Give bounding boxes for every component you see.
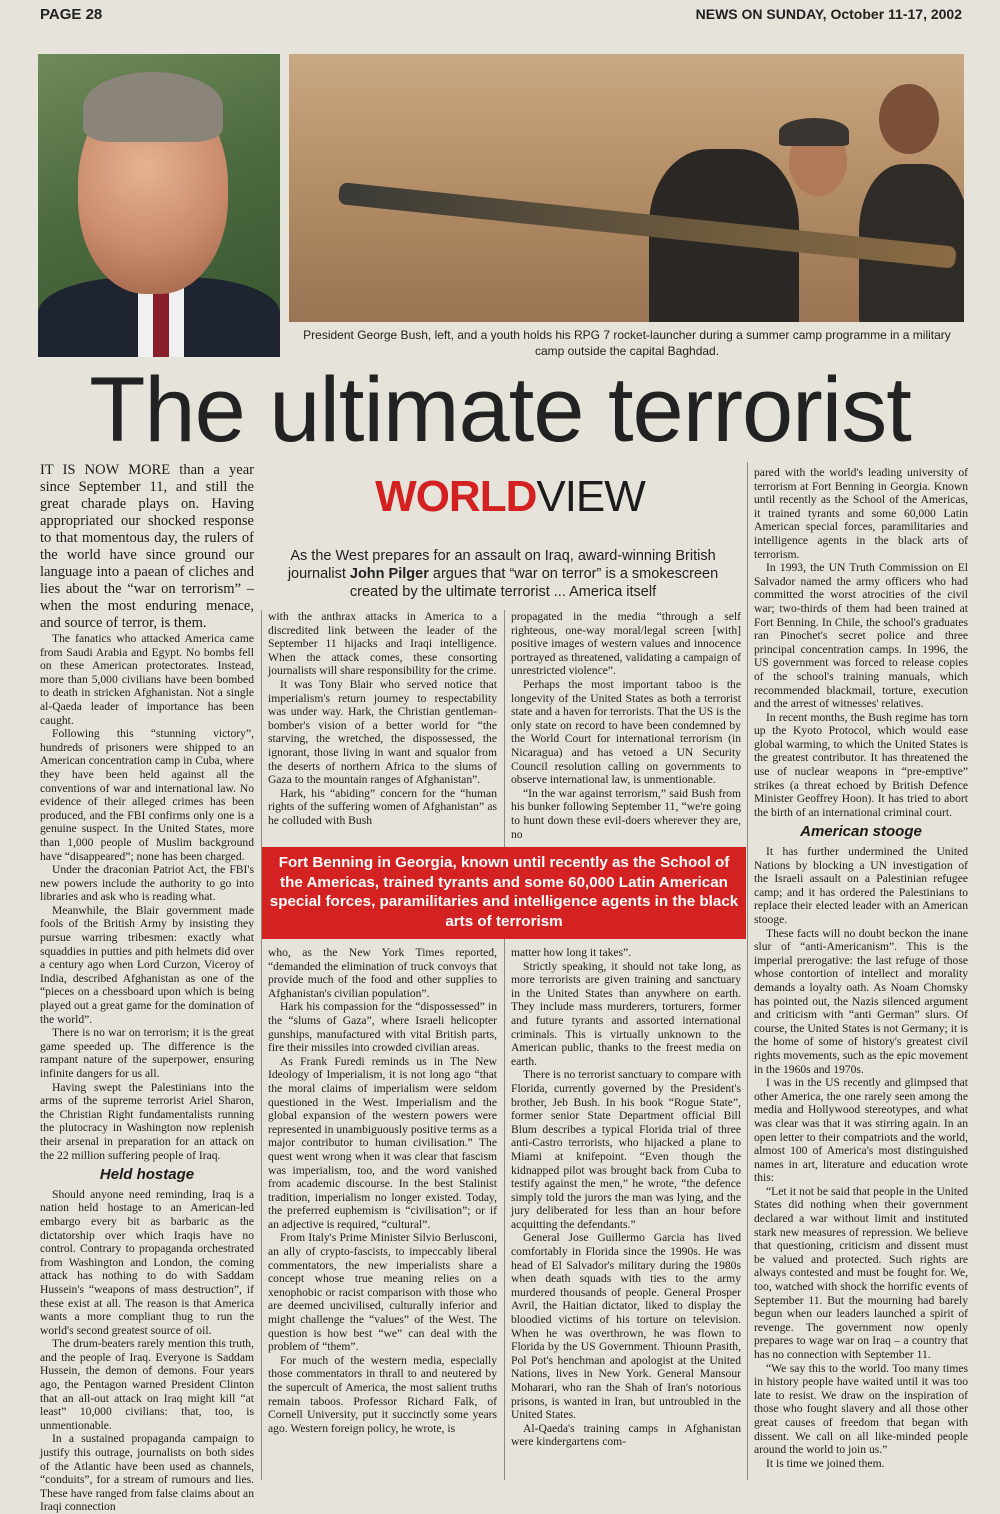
kicker-world: WORLD xyxy=(375,472,537,521)
paragraph: In a sustained propaganda campaign to justify this outrage, journalists on both sides of the Atlantic have been used as channels, “conduits”, for a stream of rumours and lies. These have ranged from false claims about an Iraqi connection xyxy=(40,1432,254,1514)
paragraph: Having swept the Palestinians into the arms of the supreme terrorist Ariel Sharon, the Christian Right fundamentalists running the plutocracy in Washington now replenish their arsenal in preparation for an attack on the 22 million suffering people of Iraq. xyxy=(40,1080,254,1162)
paragraph: Under the draconian Patriot Act, the FBI's new powers include the authority to go into libraries and ask who is reading what. xyxy=(40,863,254,904)
paragraph: Meanwhile, the Blair government made fools of the British Army by insisting they pursue warring tribesmen: exactly what squaddies in putties and pith helmets did over a century ago when Lord Curzon, Viceroy of India, described Afghanistan as one of the “pieces on a chessboard upon which is being played out a great game for the domination of the world”. xyxy=(40,903,254,1026)
standfirst xyxy=(268,547,738,601)
paragraph: propagated in the media “through a self righteous, one-way moral/legal screen [with] positive images of western values and innocence portrayed as threatened, validating a campaign of unrestricted violence”. xyxy=(511,610,741,678)
column-4 xyxy=(754,466,968,1470)
paragraph: For much of the western media, especially those commentators in thrall to and neutered by the supercult of America, the most salient truths remain taboos. Professor Richard Falk, of Cornell University, put it succinctly some years ago. Western foreign policy, he wrote, is xyxy=(268,1353,497,1435)
paragraph: The drum-beaters rarely mention this truth, and the people of Iraq. Everyone is Saddam Hussein, the demon of demons. Four years ago, the Pentagon warned President Clinton that an all-out attack on Iraq might kill “at least” 10,000 civilians: that, too, is unmentionable. xyxy=(40,1337,254,1432)
paragraph: Strictly speaking, it should not take long, as more terrorists are given training and sanctuary in the United States than anywhere on earth. They include mass murderers, torturers, former and future tyrants and assorted international criminals. This is virtually unknown to the American public, thanks to the freest media on earth. xyxy=(511,959,741,1068)
paragraph: matter how long it takes”. xyxy=(511,946,632,959)
paragraph: There is no terrorist sanctuary to compare with Florida, currently governed by the President's brother, Jeb Bush. In his book “Rogue State”, former senior State Department official Bill Blum describes a typical Florida trial of three anti-Castro terrorists, who hijacked a plane to Miami at knifepoint. “Even though the kidnapped pilot was brought back from Cuba to testify against the men,” he wrote, “the defence simply told the jurors the man was lying, and the jury deliberated for less than an hour before acquitting the defendants.” xyxy=(511,1068,741,1231)
column-3-bottom xyxy=(511,946,741,1449)
paragraph: In recent months, the Bush regime has torn up the Kyoto Protocol, which would ease global warming, to which the United States is the greatest contributor. It has threatened the use of nuclear weapons in “pre-emptive” strikes (a threat echoed by British Defence Minister Geoffrey Hoon). It has tried to abort the birth of an international criminal court. xyxy=(754,710,968,819)
paragraph: “Let it not be said that people in the United States did nothing when their government declared a war without limit and instituted stark new measures of repression. We believe that questioning, criticism and dissent must be valued and protected. Such rights are always contested and must be fought for. We, too, watched with shock the horrific events of September 11. But the mourning had barely begun when our leaders launched a spirit of revenge. The government now openly prepares to wage war on Iraq – a country that has no connection with September 11. xyxy=(754,1184,968,1361)
standfirst-pre: As the West prepares for an assault on Iraq, award-winning British journalist xyxy=(287,548,716,582)
paragraph: Al-Qaeda's training camps in Afghanistan were kindergartens com- xyxy=(511,1421,741,1449)
paragraph: “We say this to the world. Too many times in history people have waited until it was too late to resist. We draw on the inspiration of those who fought slavery and all those other great causes of freedom that began with dissent. We call on all like-minded people around the world to join us.” xyxy=(754,1361,968,1457)
bush-portrait-photo xyxy=(38,54,280,357)
standfirst-author: John Pilger xyxy=(349,566,429,582)
column-rule xyxy=(261,610,262,1480)
paragraph: From Italy's Prime Minister Silvio Berlusconi, an ally of crypto-fascists, to impeccably liberal commentators, the new imperialists share a concept whose true meaning relies on a xenophobic or racist comparison with those who are deemed uncivilised, culturally inferior and might challenge the “values” of the West. The question is how best “we” can deal with the problem of “them”. xyxy=(268,1231,497,1354)
pull-quote: Fort Benning in Georgia, known until recently as the School of the Americas, trained tyrants and some 60,000 Latin American special forces, paramilitaries and intelligence agents in the black arts of terrorism xyxy=(262,847,746,939)
paragraph: General Jose Guillermo Garcia has lived comfortably in Florida since the 1990s. He was head of El Salvador's military during the 1980s when death squads with ties to the army murdered thousands of people. General Prosper Avril, the Haitian dictator, liked to display the bloodied victims of his torture on television. When he was overthrown, he was flown to Florida by the US Government. Thiounn Prasith, Pol Pot's henchman and apologist at the United Nations, lives in New York. General Mansour Moharari, who ran the Shah of Iran's notorious prisons, is wanted in Iran, but untroubled in the United States. xyxy=(511,1231,741,1422)
standfirst-post: argues that “war on terror” is a smokescreen created by the ultimate terrorist ... America itself xyxy=(349,566,719,600)
column-rule xyxy=(504,610,505,1480)
paragraph: Hark his compassion for the “dispossessed” in the “slums of Gaza”, where Israeli helicopter gunships, manufactured with vital British parts, fire their missiles into crowded civilian areas. xyxy=(268,1000,497,1055)
subhead-held-hostage: Held hostage xyxy=(99,1166,195,1184)
paragraph: Should anyone need reminding, Iraq is a nation held hostage to an American-led embargo every bit as barbaric as the dictatorship over which Iraqis have no control. Contrary to propaganda orchestrated from Washington and London, the coming attack has nothing to do with Saddam Hussein's “weapons of mass destruction”, if these exist at all. The reason is that America wants a more compliant thug to run the world's second greatest source of oil. xyxy=(40,1187,254,1337)
paragraph: “In the war against terrorism,” said Bush from his bunker following September 11, “we're going to hunt down these evil-doers wherever they are, no xyxy=(511,786,741,841)
paragraph: with the anthrax attacks in America to a discredited link between the leader of the September 11 hijacks and Iraqi intelligence. When the attack comes, these consorting journalists will share responsibility for the crime. xyxy=(268,610,497,678)
paragraph: It was Tony Blair who served notice that imperialism's return journey to respectability was under way. Hark, the Christian gentleman-bomber's vision of a better world for “the starving, the wretched, the dispossessed, the ignorant, those living in want and squalor from the deserts of northern Africa to the slums of Gaza to the mountain ranges of Afghanistan”. xyxy=(268,677,497,787)
paragraph: Perhaps the most important taboo is the longevity of the United States as both a terrorist state and a haven for terrorists. That the US is the only state on record to have been condemned by the World Court for international terrorism (in Nicaragua) and has vetoed a UN Security Council resolution calling on governments to observe international law, is unmentionable. xyxy=(511,677,741,787)
column-2-bottom xyxy=(268,946,497,1435)
paragraph: In 1993, the UN Truth Commission on El Salvador named the army officers who had committed the worst atrocities of the civil war; two-thirds of them had been trained at Fort Benning. In Chile, the school's graduates ran Pinochet's secret police and three principal concentration camps. In 1996, the US government was forced to release copies of the school's training manuals, which recommended blackmail, torture, execution and the arrest of witnesses' relatives. xyxy=(754,561,968,711)
paragraph: There is no war on terrorism; it is the great game speeded up. The difference is the rampant nature of the superpower, ensuring infinite dangers for us all. xyxy=(40,1026,254,1080)
masthead-date: NEWS ON SUNDAY, October 11-17, 2002 xyxy=(695,6,962,22)
paragraph: I was in the US recently and glimpsed that other America, the one rarely seen among the media and Hollywood stereotypes, and what was clear was that it was stirring again. In an open letter to their compatriots and the world, almost 100 of America's most distinguished names in art, literature and education wrote this: xyxy=(754,1076,968,1185)
page-number: PAGE 28 xyxy=(40,6,103,23)
photo-caption: President George Bush, left, and a youth holds his RPG 7 rocket-launcher during a summer camp programme in a military camp outside the capital Baghdad. xyxy=(303,328,951,358)
worldview-kicker xyxy=(360,472,660,522)
rpg-youth-photo xyxy=(289,54,964,322)
paragraph: pared with the world's leading university of terrorism at Fort Benning in Georgia. Known until recently as the School of the Americas, it trained tyrants and some 60,000 Latin American special forces, paramilitaries and intelligence agents in the black arts of terrorism. xyxy=(754,466,968,561)
headline: The ultimate terrorist xyxy=(89,359,911,461)
paragraph: Hark, his “abiding” concern for the “human rights of the suffering women of Afghanistan” as he colluded with Bush xyxy=(268,786,497,827)
paragraph: The fanatics who attacked America came from Saudi Arabia and Egypt. No bombs fell on these American protectorates. Instead, more than 5,000 civilians have been bombed to death in stricken Afghanistan. Not a single al-Qaeda leader of importance has been caught. xyxy=(40,632,254,727)
subhead-american-stooge: American stooge xyxy=(800,823,922,841)
paragraph: Following this “stunning victory”, hundreds of prisoners were shipped to an American concentration camp in Cuba, where they have been held against all the conventions of war and international law. No evidence of their alleged crimes has been produced, and the FBI confirms only one is a genuine suspect. In the United States, more than 1,000 people of Muslim background have “disappeared”; none has been charged. xyxy=(40,727,254,863)
paragraph: As Frank Furedi reminds us in The New Ideology of Imperialism, it is not long ago “that the moral claims of imperialism were seldom questioned in the West. Imperialism and the global expansion of the western powers were represented in unambiguously positive terms as a major contributor to human civilisation.” The quest went wrong when it was clear that fascism was imperialism, too, and the word vanished from academic discourse. In the best Stalinist tradition, imperialism no longer existed. Today, the preferred euphemism is “civilisation”; or if an adjective is required, “cultural”. xyxy=(268,1054,497,1231)
paragraph: These facts will no doubt beckon the inane slur of “anti-Americanism”. This is the imperial prerogative: the last refuge of those whose contortion of intellect and morality demands a loyalty oath. As Noam Chomsky has pointed out, the Nazis silenced argument and criticism with “anti German” slurs. Of course, the United States is not Germany; it is the home of some of history's greatest civil rights movements, such as the epic movement in the 1960s and 1970s. xyxy=(754,926,968,1076)
paragraph: It has further undermined the United Nations by blocking a UN investigation of the Israeli assault on a Palestinian refugee camp; and it has ordered the Palestinians to replace their elected leader with an American stooge. xyxy=(754,845,968,926)
kicker-view: VIEW xyxy=(536,472,645,521)
column-rule xyxy=(747,462,748,1480)
paragraph: It is time we joined them. xyxy=(766,1456,885,1470)
column-3-top xyxy=(511,610,741,841)
lead-paragraph: IT IS NOW MORE than a year since September 11, and still the great charade plays on. Having appropriated our shocked response to that momentous day, the rulers of the world have since ground our language into a paean of cliches and lies about the “war on terrorism” – when the most enduring menace, and source of terror, is them. xyxy=(40,462,254,631)
column-2-top xyxy=(268,610,497,828)
column-1 xyxy=(40,462,254,1514)
paragraph: who, as the New York Times reported, “demanded the elimination of truck convoys that provide much of the food and other supplies to Afghanistan's civilian population”. xyxy=(268,946,497,1000)
